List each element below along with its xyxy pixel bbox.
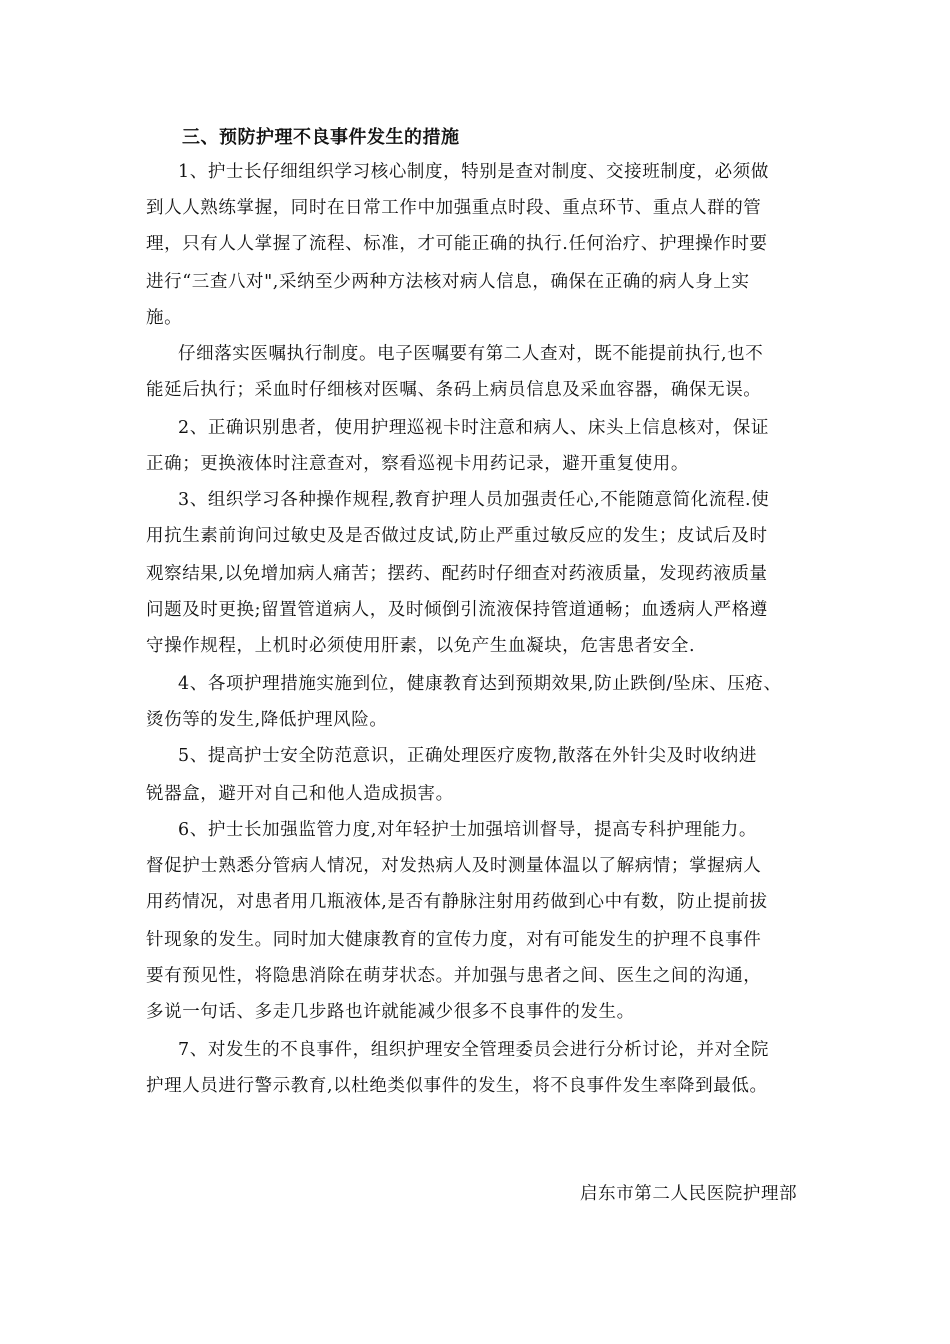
paragraph-line: 问题及时更换;留置管道病人，及时倾倒引流液保持管道通畅；血透病人严格遵 (146, 600, 768, 620)
paragraph-line: 用药情况，对患者用几瓶液体,是否有静脉注射用药做到心中有数，防止提前拔 (146, 892, 768, 912)
paragraph-line: 进行“三查八对",采纳至少两种方法核对病人信息，确保在正确的病人身上实 (146, 272, 750, 292)
paragraph-line: 5、提高护士安全防范意识，正确处理医疗废物,散落在外针尖及时收纳进 (178, 746, 757, 766)
paragraph-line: 锐器盒，避开对自己和他人造成损害。 (146, 784, 454, 804)
paragraph-line: 烫伤等的发生,降低护理风险。 (146, 710, 388, 730)
section-heading: 三、预防护理不良事件发生的措施 (182, 127, 460, 148)
paragraph-line: 护理人员进行警示教育,以杜绝类似事件的发生，将不良事件发生率降到最低。 (146, 1076, 768, 1096)
paragraph-line: 4、各项护理措施实施到位，健康教育达到预期效果,防止跌倒/坠床、压疮、 (178, 674, 782, 694)
paragraph-line: 施。 (146, 308, 183, 328)
paragraph-line: 2、正确识别患者，使用护理巡视卡时注意和病人、床头上信息核对，保证 (178, 418, 769, 438)
paragraph-line: 守操作规程，上机时必须使用肝素，以免产生血凝块，危害患者安全. (146, 636, 696, 656)
paragraph-line: 1、护士长仔细组织学习核心制度，特别是查对制度、交接班制度，必须做 (178, 162, 769, 182)
paragraph-line: 观察结果,以免增加病人痛苦；摆药、配药时仔细查对药液质量，发现药液质量 (146, 564, 768, 584)
paragraph-line: 正确；更换液体时注意查对，察看巡视卡用药记录，避开重复使用。 (146, 454, 689, 474)
paragraph-line: 用抗生素前询问过敏史及是否做过皮试,防止严重过敏反应的发生；皮试后及时 (146, 526, 768, 546)
paragraph-line: 到人人熟练掌握，同时在日常工作中加强重点时段、重点环节、重点人群的管 (146, 198, 762, 218)
paragraph-line: 要有预见性，将隐患消除在萌芽状态。并加强与患者之间、医生之间的沟通， (146, 966, 762, 986)
paragraph-line: 7、对发生的不良事件，组织护理安全管理委员会进行分析讨论，并对全院 (178, 1040, 769, 1060)
paragraph-line: 仔细落实医嘱执行制度。电子医嘱要有第二人查对，既不能提前执行,也不 (178, 344, 764, 364)
paragraph-line: 理，只有人人掌握了流程、标准，才可能正确的执行.任何治疗、护理操作时要 (146, 234, 768, 254)
paragraph-line: 多说一句话、多走几步路也许就能减少很多不良事件的发生。 (146, 1002, 635, 1022)
paragraph-line: 3、组织学习各种操作规程,教育护理人员加强责任心,不能随意简化流程.使 (178, 490, 770, 510)
paragraph-line: 针现象的发生。同时加大健康教育的宣传力度，对有可能发生的护理不良事件 (146, 930, 762, 950)
paragraph-line: 督促护士熟悉分管病人情况，对发热病人及时测量体温以了解病情；掌握病人 (146, 856, 762, 876)
paragraph-line: 6、护士长加强监管力度,对年轻护士加强培训督导，提高专科护理能力。 (178, 820, 757, 840)
paragraph-line: 能延后执行；采血时仔细核对医嘱、条码上病员信息及采血容器，确保无误。 (146, 380, 762, 400)
signature-department: 启东市第二人民医院护理部 (580, 1184, 798, 1204)
